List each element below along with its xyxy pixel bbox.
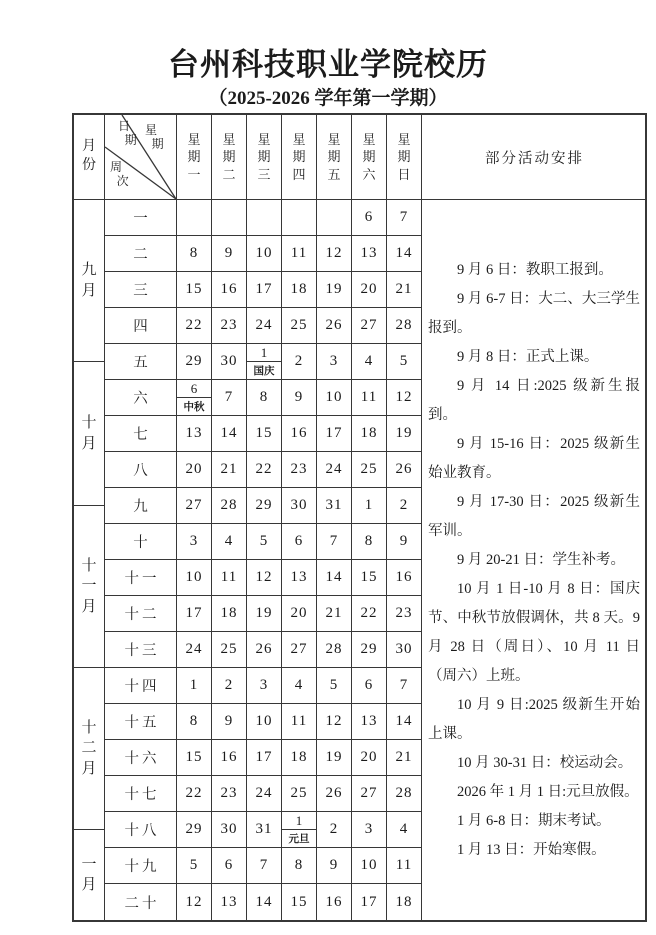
day-cell: 8 bbox=[282, 848, 317, 883]
day-cell: 8 bbox=[247, 380, 282, 415]
day-cell: 21 bbox=[387, 272, 422, 307]
activity-item-9: 10 月 9 日:2025 级新生开始上课。 bbox=[428, 696, 640, 742]
day-cell: 4 bbox=[212, 524, 247, 559]
holiday-day-cell bbox=[177, 380, 212, 415]
week-number: 一 bbox=[105, 200, 177, 235]
holiday-day-cell bbox=[247, 344, 282, 379]
week-number: 十 bbox=[105, 524, 177, 559]
day-cell: 25 bbox=[282, 308, 317, 343]
header-thursday bbox=[282, 115, 317, 199]
day-cell: 17 bbox=[177, 596, 212, 631]
day-cell: 11 bbox=[352, 380, 387, 415]
day-cell: 5 bbox=[177, 848, 212, 883]
day-cell: 31 bbox=[317, 488, 352, 523]
day-cell: 9 bbox=[387, 524, 422, 559]
header-thursday-label: 星期四 bbox=[292, 131, 306, 182]
day-cell: 20 bbox=[177, 452, 212, 487]
activity-item-6: 9 月 17-30 日：2025 级新生军训。 bbox=[428, 493, 640, 539]
day-cell: 10 bbox=[352, 848, 387, 883]
week-number: 四 bbox=[105, 308, 177, 343]
day-cell: 19 bbox=[317, 272, 352, 307]
day-cell: 19 bbox=[247, 596, 282, 631]
day-cell: 16 bbox=[282, 416, 317, 451]
activity-item-4: 9 月 14 日:2025 级新生报到。 bbox=[428, 377, 640, 423]
week-number: 十七 bbox=[105, 776, 177, 811]
holiday-name: 国庆 bbox=[253, 366, 275, 377]
day-cell: 27 bbox=[352, 776, 387, 811]
day-cell: 21 bbox=[317, 596, 352, 631]
activity-item-13: 1 月 13 日：开始寒假。 bbox=[457, 841, 606, 858]
activities-column bbox=[422, 200, 645, 920]
calendar-body bbox=[74, 200, 645, 920]
day-cell: 16 bbox=[317, 884, 352, 920]
page-subtitle: （2025-2026 学年第一学期） bbox=[208, 88, 448, 109]
week-number: 七 bbox=[105, 416, 177, 451]
day-cell: 14 bbox=[247, 884, 282, 920]
day-cell: 6 bbox=[282, 524, 317, 559]
header-row bbox=[74, 115, 645, 200]
day-cell: 19 bbox=[317, 740, 352, 775]
day-cell: 26 bbox=[317, 776, 352, 811]
day-cell: 12 bbox=[247, 560, 282, 595]
day-cell: 30 bbox=[212, 812, 247, 847]
holiday-name: 中秋 bbox=[183, 402, 205, 413]
header-diagonal-cell bbox=[105, 115, 177, 199]
day-cell: 4 bbox=[352, 344, 387, 379]
week-row-2 bbox=[105, 236, 422, 272]
month-label: 九月 bbox=[81, 262, 97, 299]
day-cell: 15 bbox=[352, 560, 387, 595]
week-number: 二 bbox=[105, 236, 177, 271]
header-monday-label: 星期一 bbox=[187, 131, 201, 182]
month-label: 十一月 bbox=[81, 558, 97, 615]
page-title: 台州科技职业学院校历 bbox=[168, 47, 488, 82]
week-number: 十四 bbox=[105, 668, 177, 703]
day-cell: 14 bbox=[212, 416, 247, 451]
day-cell: 10 bbox=[247, 704, 282, 739]
day-cell: 7 bbox=[387, 200, 422, 235]
day-cell: 26 bbox=[387, 452, 422, 487]
day-cell: 24 bbox=[247, 308, 282, 343]
day-cell: 24 bbox=[317, 452, 352, 487]
month-label: 十月 bbox=[81, 415, 97, 452]
activity-item-8: 10 月 1 日-10 月 8 日：国庆节、中秋节放假调休，共 8 天。9 月 28 日（周日）、10 月 11 日（周六）上班。 bbox=[428, 580, 640, 684]
day-cell: 23 bbox=[212, 776, 247, 811]
week-row-10 bbox=[105, 524, 422, 560]
day-cell: 18 bbox=[387, 884, 422, 920]
day-cell: 20 bbox=[352, 740, 387, 775]
day-cell: 22 bbox=[352, 596, 387, 631]
activity-item-12: 1 月 6-8 日：期末考试。 bbox=[457, 812, 611, 829]
day-cell: 29 bbox=[247, 488, 282, 523]
day-cell: 1 bbox=[177, 668, 212, 703]
day-cell: 10 bbox=[317, 380, 352, 415]
day-cell: 15 bbox=[177, 740, 212, 775]
day-cell: 9 bbox=[317, 848, 352, 883]
activity-item-3: 9 月 8 日：正式上课。 bbox=[457, 348, 599, 365]
day-cell: 18 bbox=[352, 416, 387, 451]
holiday-day-number: 1 bbox=[282, 812, 316, 830]
day-cell: 7 bbox=[317, 524, 352, 559]
week-row-14 bbox=[105, 668, 422, 704]
day-cell: 28 bbox=[212, 488, 247, 523]
month-column-label: 月份 bbox=[82, 139, 96, 173]
day-cell: 3 bbox=[352, 812, 387, 847]
day-cell: 22 bbox=[247, 452, 282, 487]
header-friday-label: 星期五 bbox=[327, 131, 341, 182]
holiday-name: 元旦 bbox=[288, 834, 310, 845]
week-number: 九 bbox=[105, 488, 177, 523]
day-cell: 11 bbox=[387, 848, 422, 883]
day-cell bbox=[177, 200, 212, 235]
day-cell: 15 bbox=[282, 884, 317, 920]
activity-item-1: 9 月 6 日：教职工报到。 bbox=[457, 261, 613, 278]
day-cell: 25 bbox=[282, 776, 317, 811]
activity-item-11: 2026 年 1 月 1 日:元旦放假。 bbox=[457, 783, 639, 800]
day-cell: 17 bbox=[247, 272, 282, 307]
day-cell: 30 bbox=[387, 632, 422, 667]
day-cell: 14 bbox=[387, 704, 422, 739]
day-cell: 6 bbox=[212, 848, 247, 883]
day-cell: 30 bbox=[212, 344, 247, 379]
day-cell: 24 bbox=[177, 632, 212, 667]
day-cell bbox=[212, 200, 247, 235]
day-cell: 11 bbox=[282, 704, 317, 739]
header-saturday-label: 星期六 bbox=[362, 131, 376, 182]
month-segment-5 bbox=[74, 830, 104, 920]
activity-item-10: 10 月 30-31 日：校运动会。 bbox=[457, 754, 633, 771]
day-cell: 28 bbox=[317, 632, 352, 667]
day-cell bbox=[317, 200, 352, 235]
day-cell: 12 bbox=[317, 236, 352, 271]
week-row-13 bbox=[105, 632, 422, 668]
week-row-11 bbox=[105, 560, 422, 596]
holiday-day-cell bbox=[282, 812, 317, 847]
day-cell: 15 bbox=[177, 272, 212, 307]
weeks-grid bbox=[105, 200, 422, 920]
header-wednesday bbox=[247, 115, 282, 199]
day-cell: 5 bbox=[317, 668, 352, 703]
week-row-19 bbox=[105, 848, 422, 884]
day-cell: 9 bbox=[212, 704, 247, 739]
month-label: 一月 bbox=[81, 856, 97, 893]
week-row-7 bbox=[105, 416, 422, 452]
day-cell: 3 bbox=[247, 668, 282, 703]
day-cell: 14 bbox=[317, 560, 352, 595]
day-cell: 24 bbox=[247, 776, 282, 811]
day-cell: 18 bbox=[282, 272, 317, 307]
week-row-8 bbox=[105, 452, 422, 488]
day-cell: 21 bbox=[212, 452, 247, 487]
day-cell: 26 bbox=[247, 632, 282, 667]
week-number: 十六 bbox=[105, 740, 177, 775]
diagonal-label-week: 周 次 bbox=[110, 160, 129, 189]
day-cell: 27 bbox=[282, 632, 317, 667]
day-cell: 9 bbox=[282, 380, 317, 415]
header-tuesday bbox=[212, 115, 247, 199]
day-cell: 12 bbox=[317, 704, 352, 739]
week-row-17 bbox=[105, 776, 422, 812]
header-saturday bbox=[352, 115, 387, 199]
day-cell: 3 bbox=[317, 344, 352, 379]
day-cell: 29 bbox=[352, 632, 387, 667]
header-friday bbox=[317, 115, 352, 199]
day-cell bbox=[247, 200, 282, 235]
day-cell: 8 bbox=[177, 236, 212, 271]
week-number: 二十 bbox=[105, 884, 177, 920]
header-activities-label: 部分活动安排 bbox=[485, 150, 584, 167]
month-segment-4 bbox=[74, 668, 104, 830]
day-cell: 28 bbox=[387, 308, 422, 343]
day-cell: 11 bbox=[212, 560, 247, 595]
week-row-15 bbox=[105, 704, 422, 740]
week-number: 十八 bbox=[105, 812, 177, 847]
day-cell: 12 bbox=[177, 884, 212, 920]
title-block bbox=[0, 0, 656, 111]
day-cell: 22 bbox=[177, 776, 212, 811]
day-cell: 20 bbox=[282, 596, 317, 631]
day-cell: 25 bbox=[352, 452, 387, 487]
day-cell: 18 bbox=[212, 596, 247, 631]
header-tuesday-label: 星期二 bbox=[222, 131, 236, 182]
day-cell: 26 bbox=[317, 308, 352, 343]
day-cell: 6 bbox=[352, 200, 387, 235]
week-row-5 bbox=[105, 344, 422, 380]
day-cell: 13 bbox=[352, 236, 387, 271]
day-cell: 17 bbox=[317, 416, 352, 451]
day-cell: 12 bbox=[387, 380, 422, 415]
day-cell: 11 bbox=[282, 236, 317, 271]
day-cell: 6 bbox=[352, 668, 387, 703]
day-cell: 18 bbox=[282, 740, 317, 775]
day-cell: 23 bbox=[387, 596, 422, 631]
day-cell: 16 bbox=[212, 740, 247, 775]
month-column bbox=[74, 200, 105, 920]
activity-item-2: 9 月 6-7 日：大二、大三学生报到。 bbox=[428, 290, 640, 336]
day-cell: 2 bbox=[317, 812, 352, 847]
day-cell: 4 bbox=[282, 668, 317, 703]
week-row-3 bbox=[105, 272, 422, 308]
week-number: 十三 bbox=[105, 632, 177, 667]
day-cell: 2 bbox=[387, 488, 422, 523]
day-cell: 4 bbox=[387, 812, 422, 847]
day-cell: 13 bbox=[282, 560, 317, 595]
week-row-1 bbox=[105, 200, 422, 236]
day-cell: 2 bbox=[212, 668, 247, 703]
day-cell: 23 bbox=[282, 452, 317, 487]
day-cell: 17 bbox=[247, 740, 282, 775]
activities-text bbox=[422, 256, 645, 865]
week-row-20 bbox=[105, 884, 422, 920]
month-segment-2 bbox=[74, 362, 104, 506]
day-cell: 21 bbox=[387, 740, 422, 775]
day-cell: 7 bbox=[212, 380, 247, 415]
week-row-12 bbox=[105, 596, 422, 632]
week-row-9 bbox=[105, 488, 422, 524]
day-cell: 1 bbox=[352, 488, 387, 523]
day-cell: 5 bbox=[247, 524, 282, 559]
week-number: 六 bbox=[105, 380, 177, 415]
header-monday bbox=[177, 115, 212, 199]
holiday-day-number: 1 bbox=[247, 344, 281, 362]
activity-item-7: 9 月 20-21 日：学生补考。 bbox=[457, 551, 625, 568]
week-number: 五 bbox=[105, 344, 177, 379]
week-row-16 bbox=[105, 740, 422, 776]
week-row-4 bbox=[105, 308, 422, 344]
day-cell: 13 bbox=[352, 704, 387, 739]
week-row-6 bbox=[105, 380, 422, 416]
day-cell: 8 bbox=[352, 524, 387, 559]
day-cell: 5 bbox=[387, 344, 422, 379]
day-cell: 7 bbox=[247, 848, 282, 883]
day-cell: 14 bbox=[387, 236, 422, 271]
day-cell: 19 bbox=[387, 416, 422, 451]
month-segment-1 bbox=[74, 200, 104, 362]
day-cell: 9 bbox=[212, 236, 247, 271]
day-cell: 17 bbox=[352, 884, 387, 920]
week-number: 十二 bbox=[105, 596, 177, 631]
day-cell bbox=[282, 200, 317, 235]
day-cell: 27 bbox=[352, 308, 387, 343]
day-cell: 23 bbox=[212, 308, 247, 343]
day-cell: 10 bbox=[247, 236, 282, 271]
week-number: 十五 bbox=[105, 704, 177, 739]
week-number: 十一 bbox=[105, 560, 177, 595]
activity-item-5: 9 月 15-16 日：2025 级新生始业教育。 bbox=[428, 435, 640, 481]
day-cell: 10 bbox=[177, 560, 212, 595]
day-cell: 8 bbox=[177, 704, 212, 739]
header-sunday-label: 星期日 bbox=[397, 131, 411, 182]
day-cell: 27 bbox=[177, 488, 212, 523]
holiday-day-number: 6 bbox=[177, 380, 211, 398]
calendar-table bbox=[72, 113, 647, 922]
day-cell: 29 bbox=[177, 344, 212, 379]
day-cell: 13 bbox=[212, 884, 247, 920]
day-cell: 2 bbox=[282, 344, 317, 379]
diagonal-label-date: 日 期 bbox=[118, 119, 137, 148]
header-month-cell bbox=[74, 115, 105, 199]
week-row-18 bbox=[105, 812, 422, 848]
month-label: 十二月 bbox=[81, 720, 97, 777]
week-number: 三 bbox=[105, 272, 177, 307]
header-sunday bbox=[387, 115, 422, 199]
month-segment-3 bbox=[74, 506, 104, 668]
week-number: 八 bbox=[105, 452, 177, 487]
day-cell: 29 bbox=[177, 812, 212, 847]
day-cell: 3 bbox=[177, 524, 212, 559]
day-cell: 16 bbox=[387, 560, 422, 595]
day-cell: 15 bbox=[247, 416, 282, 451]
day-cell: 31 bbox=[247, 812, 282, 847]
day-cell: 25 bbox=[212, 632, 247, 667]
day-cell: 16 bbox=[212, 272, 247, 307]
diagonal-label-weekday: 星 期 bbox=[145, 123, 164, 152]
day-cell: 7 bbox=[387, 668, 422, 703]
day-cell: 30 bbox=[282, 488, 317, 523]
day-cell: 20 bbox=[352, 272, 387, 307]
day-cell: 13 bbox=[177, 416, 212, 451]
day-cell: 28 bbox=[387, 776, 422, 811]
day-cell: 22 bbox=[177, 308, 212, 343]
header-wednesday-label: 星期三 bbox=[257, 131, 271, 182]
week-number: 十九 bbox=[105, 848, 177, 883]
